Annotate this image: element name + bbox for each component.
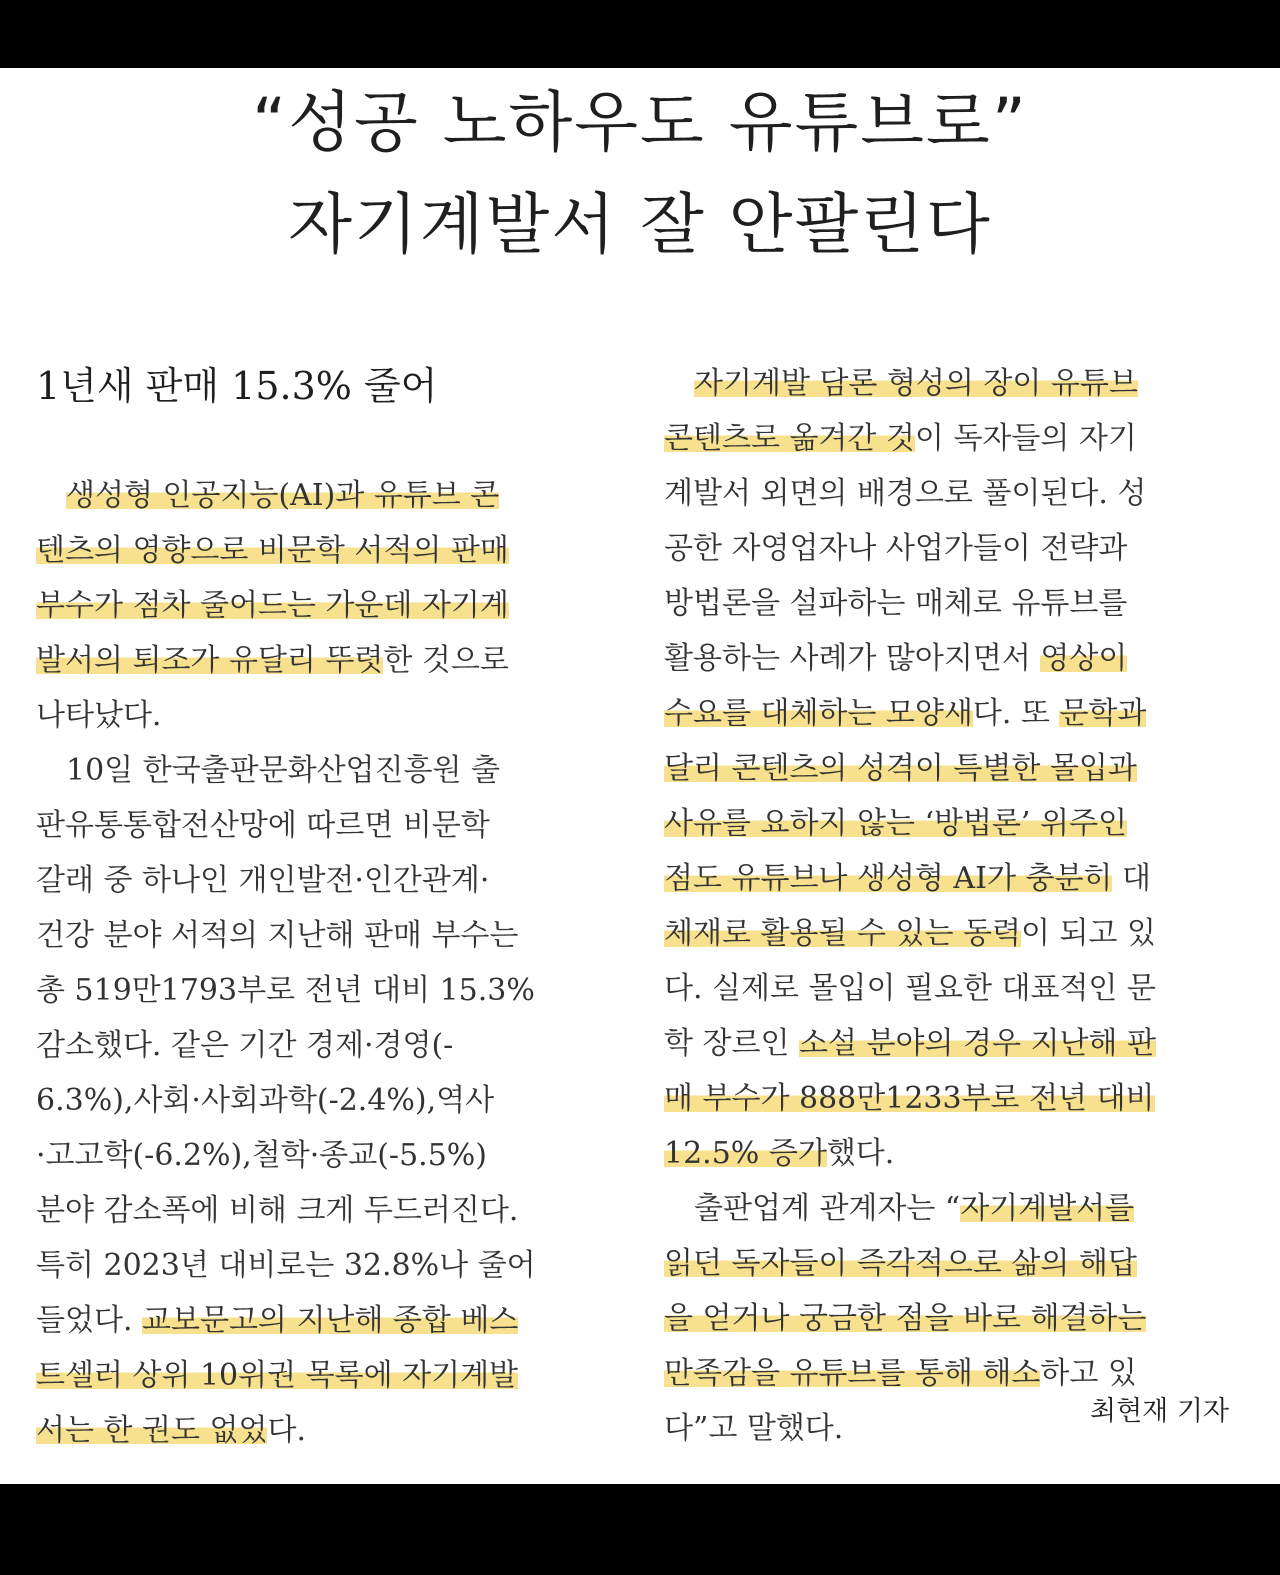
text-line <box>36 1128 616 1183</box>
highlighted-text: 발서의 퇴조가 유달리 뚜렷 <box>36 643 384 678</box>
highlighted-text: 자기계발 담론 형성의 장이 유튜브 <box>694 366 1138 401</box>
plain-text: 하고 있 <box>1040 1356 1137 1391</box>
text-line <box>664 521 1246 576</box>
text-line <box>664 906 1246 961</box>
highlighted-text: 체재로 활용될 수 있는 동력 <box>664 916 1021 951</box>
plain-text: 활용하는 사례가 많아지면서 <box>664 641 1041 676</box>
highlighted-text: 소설 분야의 경우 지난해 판 <box>799 1026 1156 1061</box>
text-line <box>664 851 1246 906</box>
text-line <box>664 686 1246 741</box>
highlighted-text: 트셀러 상위 10위권 목록에 자기계발 <box>36 1358 519 1393</box>
plain-text: 분야 감소폭에 비해 크게 두드러진다. <box>36 1193 519 1228</box>
right-column <box>664 356 1246 1456</box>
plain-text: 건강 분야 서적의 지난해 판매 부수는 <box>36 918 519 953</box>
bottom-letterbox-bar <box>0 1484 1280 1575</box>
highlighted-text: 영상이 <box>1040 641 1128 676</box>
text-line <box>36 853 616 908</box>
plain-text: 다. <box>267 1413 306 1448</box>
plain-text: 방법론을 설파하는 매체로 유튜브를 <box>664 586 1128 621</box>
headline-line-1: “성공 노하우도 유튜브로” <box>252 84 1028 161</box>
highlighted-text: 만족감을 유튜브를 통해 해소 <box>664 1356 1041 1391</box>
text-line <box>36 963 616 1018</box>
reporter-byline: 최현재 기자 <box>1090 1396 1229 1427</box>
text-line <box>36 688 616 743</box>
plain-text: 공한 자영업자나 사업가들이 전략과 <box>664 531 1128 566</box>
highlighted-text: 읽던 독자들이 즉각적으로 삶의 해답 <box>664 1246 1137 1281</box>
text-line <box>36 1183 616 1238</box>
plain-text: 출판업계 관계자는 “ <box>664 1191 961 1226</box>
highlighted-text: 수요를 대체하는 모양새 <box>664 696 973 731</box>
plain-text: 특히 2023년 대비로는 32.8%나 줄어 <box>36 1248 536 1283</box>
highlighted-text: 문학과 <box>1059 696 1147 731</box>
plain-text: 다. 또 <box>972 696 1060 731</box>
plain-text: 10일 한국출판문화산업진흥원 출 <box>36 753 500 788</box>
text-line <box>36 578 616 633</box>
highlighted-text: 자기계발서를 <box>960 1191 1135 1226</box>
highlighted-text: 텐츠의 영향으로 비문학 서적의 판매 <box>36 533 509 568</box>
plain-text <box>36 478 66 513</box>
text-line <box>664 466 1246 521</box>
left-column <box>36 356 616 1458</box>
highlighted-text: 점도 유튜브나 생성형 AI가 충분히 <box>664 861 1113 896</box>
plain-text: ·고고학(-6.2%),철학·종교(-5.5%) <box>36 1138 487 1173</box>
text-line <box>36 1293 616 1348</box>
text-line <box>36 1403 616 1458</box>
plain-text: 들었다. <box>36 1303 143 1338</box>
text-line <box>664 1071 1246 1126</box>
text-line <box>664 1126 1246 1181</box>
text-line <box>36 523 616 578</box>
plain-text: 판유통통합전산망에 따르면 비문학 <box>36 808 490 843</box>
top-letterbox-bar <box>0 0 1280 68</box>
plain-text: 다. 실제로 몰입이 필요한 대표적인 문 <box>664 971 1156 1006</box>
plain-text: 한 것으로 <box>383 643 509 678</box>
left-column-body <box>36 468 616 1458</box>
text-line <box>664 961 1246 1016</box>
plain-text: 갈래 중 하나인 개인발전·인간관계· <box>36 863 490 898</box>
text-line <box>664 576 1246 631</box>
plain-text: 다”고 말했다. <box>664 1411 844 1446</box>
highlighted-text: 사유를 요하지 않는 ‘방법론’ 위주인 <box>664 806 1127 841</box>
plain-text: 이 되고 있 <box>1020 916 1156 951</box>
highlighted-text: 콘텐츠로 옮겨간 것 <box>664 421 915 456</box>
right-column-body <box>664 356 1246 1456</box>
plain-text: 이 독자들의 자기 <box>914 421 1137 456</box>
text-line <box>664 741 1246 796</box>
plain-text: 6.3%),사회·사회과학(-2.4%),역사 <box>36 1083 495 1118</box>
text-line <box>36 1018 616 1073</box>
text-line <box>36 468 616 523</box>
text-line <box>664 796 1246 851</box>
highlighted-text: 매 부수가 888만1233부로 전년 대비 <box>664 1081 1155 1116</box>
highlighted-text: 부수가 점차 줄어드는 가운데 자기계 <box>36 588 509 623</box>
text-line <box>36 1238 616 1293</box>
highlighted-text: 12.5% 증가 <box>664 1136 827 1171</box>
text-line <box>36 743 616 798</box>
text-line <box>36 1348 616 1403</box>
text-line <box>664 411 1246 466</box>
text-line <box>36 633 616 688</box>
text-line <box>664 1181 1246 1236</box>
text-line <box>664 1236 1246 1291</box>
plain-text: 대 <box>1112 861 1151 896</box>
highlighted-text: 을 얻거나 궁금한 점을 바로 해결하는 <box>664 1301 1147 1336</box>
text-line <box>664 1291 1246 1346</box>
plain-text: 했다. <box>826 1136 895 1171</box>
text-line <box>664 356 1246 411</box>
subheadline: 1년새 판매 15.3% 줄어 <box>36 364 438 408</box>
text-line <box>36 908 616 963</box>
text-line <box>36 1073 616 1128</box>
plain-text: 나타났다. <box>36 698 162 733</box>
text-line <box>664 1016 1246 1071</box>
highlighted-text: 달리 콘텐츠의 성격이 특별한 몰입과 <box>664 751 1137 786</box>
headline <box>0 72 1280 276</box>
text-line <box>664 631 1246 686</box>
highlighted-text: 서는 한 권도 없었 <box>36 1413 268 1448</box>
headline-line-2: 자기계발서 잘 안팔린다 <box>288 186 992 263</box>
plain-text <box>664 366 694 401</box>
highlighted-text: 생성형 인공지능(AI)과 유튜브 콘 <box>66 478 500 513</box>
plain-text: 학 장르인 <box>664 1026 799 1061</box>
text-line <box>36 798 616 853</box>
plain-text: 감소했다. 같은 기간 경제·경영(- <box>36 1028 454 1063</box>
plain-text: 총 519만1793부로 전년 대비 15.3% <box>36 973 535 1008</box>
highlighted-text: 교보문고의 지난해 종합 베스 <box>142 1303 519 1338</box>
plain-text: 계발서 외면의 배경으로 풀이된다. 성 <box>664 476 1147 511</box>
